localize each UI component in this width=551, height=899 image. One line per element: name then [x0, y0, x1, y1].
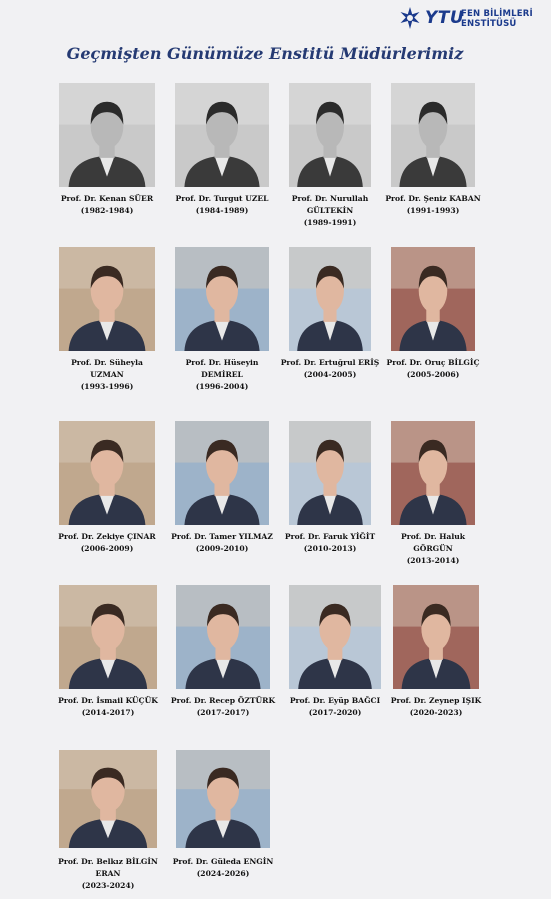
director-term: (2014-2017)	[81, 708, 135, 717]
portrait-placeholder-icon	[176, 750, 270, 848]
director-caption	[270, 357, 390, 381]
director-photo	[391, 247, 475, 351]
director-photo	[175, 421, 269, 525]
director-photo	[175, 83, 269, 187]
portrait-placeholder-icon	[391, 83, 475, 187]
director-term: (2005-2006)	[406, 370, 460, 379]
director-name: Prof. Dr. Eyüp BAĞCI	[289, 696, 381, 705]
director-term: (2013-2014)	[406, 556, 460, 565]
director-photo	[176, 585, 270, 689]
director-caption	[47, 531, 167, 555]
director-term: (2024-2026)	[196, 869, 250, 878]
portrait-placeholder-icon	[175, 83, 269, 187]
director-name: ERAN	[95, 869, 121, 878]
director-photo	[59, 750, 157, 848]
director-caption	[48, 695, 168, 719]
director-term: (2020-2023)	[409, 708, 463, 717]
director-photo	[289, 247, 371, 351]
director-caption	[47, 357, 167, 393]
director-term: (2010-2013)	[303, 544, 357, 553]
portrait-placeholder-icon	[289, 83, 371, 187]
director-term: (2004-2005)	[303, 370, 357, 379]
portrait-placeholder-icon	[59, 585, 157, 689]
star-emblem-icon	[398, 6, 422, 30]
director-photo	[289, 421, 371, 525]
director-term: (2009-2010)	[195, 544, 249, 553]
director-term: (2017-2020)	[308, 708, 362, 717]
director-name: Prof. Dr. Kenan SÜER	[60, 194, 154, 203]
portrait-placeholder-icon	[59, 750, 157, 848]
director-name: Prof. Dr. Güleda ENGİN	[172, 857, 274, 866]
director-caption	[162, 193, 282, 217]
director-name: UZMAN	[90, 370, 124, 379]
director-name: Prof. Dr. Ertuğrul ERİŞ	[280, 358, 380, 367]
director-caption	[47, 193, 167, 217]
director-photo	[393, 585, 479, 689]
director-caption	[373, 193, 493, 217]
director-term: (1996-2004)	[195, 382, 249, 391]
portrait-placeholder-icon	[175, 247, 269, 351]
director-name: Prof. Dr. Faruk YİĞİT	[284, 532, 376, 541]
portrait-placeholder-icon	[391, 247, 475, 351]
director-term: (1993-1996)	[80, 382, 134, 391]
director-term: (1982-1984)	[80, 206, 134, 215]
director-term: (1989-1991)	[303, 218, 357, 227]
portrait-placeholder-icon	[59, 421, 155, 525]
director-name: Prof. Dr. Haluk	[401, 532, 465, 541]
director-name: Prof. Dr. Oruç BİLGİÇ	[386, 358, 480, 367]
director-caption	[373, 531, 493, 567]
director-photo	[391, 421, 475, 525]
director-caption	[163, 695, 283, 719]
portrait-placeholder-icon	[289, 247, 371, 351]
director-name: Prof. Dr. İsmail KÜÇÜK	[58, 696, 158, 705]
logo-line-2: ENSTİTÜSÜ	[461, 19, 517, 29]
director-caption	[48, 856, 168, 892]
director-term: (2017-2017)	[196, 708, 250, 717]
director-name: GÖRGÜN	[413, 544, 453, 553]
portrait-placeholder-icon	[175, 421, 269, 525]
portrait-placeholder-icon	[289, 585, 381, 689]
logo-line-1: FEN BİLİMLERİ	[461, 9, 533, 19]
director-term: (1991-1993)	[406, 206, 460, 215]
director-name: Prof. Dr. Belkız BİLGİN	[58, 857, 158, 866]
director-name: Prof. Dr. Recep ÖZTÜRK	[170, 696, 276, 705]
director-caption	[162, 531, 282, 555]
institute-logo	[398, 6, 548, 32]
director-term: (2006-2009)	[80, 544, 134, 553]
director-photo	[59, 421, 155, 525]
director-caption	[162, 357, 282, 393]
director-name: Prof. Dr. Zekiye ÇINAR	[58, 532, 156, 541]
director-caption	[163, 856, 283, 880]
director-name: GÜLTEKİN	[306, 206, 354, 215]
portrait-placeholder-icon	[393, 585, 479, 689]
director-caption	[376, 695, 496, 719]
director-name: Prof. Dr. Turgut UZEL	[175, 194, 269, 203]
director-name: Prof. Dr. Nurullah	[291, 194, 369, 203]
director-name: Prof. Dr. Şeniz KABAN	[385, 194, 481, 203]
director-name: Prof. Dr. Hüseyin	[185, 358, 259, 367]
director-caption	[270, 193, 390, 229]
director-photo	[391, 83, 475, 187]
portrait-placeholder-icon	[59, 83, 155, 187]
director-caption	[270, 531, 390, 555]
director-photo	[289, 585, 381, 689]
director-caption	[373, 357, 493, 381]
director-photo	[59, 585, 157, 689]
director-term: (1984-1989)	[195, 206, 249, 215]
logo-brand: YTU	[425, 8, 465, 28]
director-name: Prof. Dr. Zeynep IŞIK	[390, 696, 482, 705]
director-name: DEMİREL	[201, 370, 243, 379]
portrait-placeholder-icon	[59, 247, 155, 351]
director-photo	[59, 247, 155, 351]
portrait-placeholder-icon	[176, 585, 270, 689]
director-photo	[175, 247, 269, 351]
director-name: Prof. Dr. Süheyla	[71, 358, 143, 367]
director-term: (2023-2024)	[81, 881, 135, 890]
portrait-placeholder-icon	[289, 421, 371, 525]
director-photo	[59, 83, 155, 187]
director-photo	[176, 750, 270, 848]
director-name: Prof. Dr. Tamer YILMAZ	[171, 532, 273, 541]
page-title: Geçmişten Günümüze Enstitü Müdürlerimiz	[66, 44, 464, 63]
director-photo	[289, 83, 371, 187]
portrait-placeholder-icon	[391, 421, 475, 525]
